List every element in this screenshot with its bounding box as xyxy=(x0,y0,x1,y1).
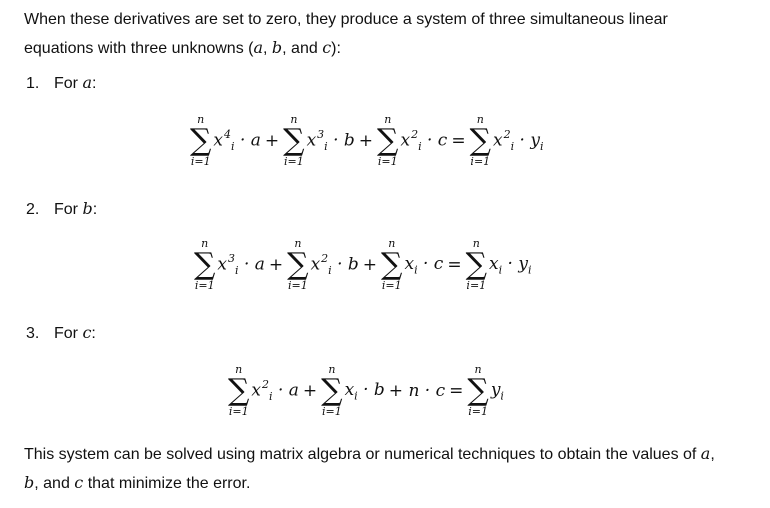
sigma-symbol: ∑ xyxy=(287,247,309,282)
sum-upper-limit: n xyxy=(476,113,484,126)
summand: $y_i$ xyxy=(490,379,504,403)
sum-operator xyxy=(228,364,249,418)
exponent: 4 xyxy=(224,128,232,142)
exponent: 3 xyxy=(317,128,325,142)
sum-operator xyxy=(321,364,342,418)
var-b: b xyxy=(24,473,35,492)
index: i xyxy=(354,389,358,403)
sum-lower-limit: i=1 xyxy=(288,279,308,292)
equals-operator: = xyxy=(451,131,466,151)
sum-upper-limit: n xyxy=(388,237,396,250)
list-var: c xyxy=(82,323,92,342)
index: i xyxy=(414,263,418,277)
index: i xyxy=(328,264,332,278)
list-label: For xyxy=(54,325,83,342)
summand: $x^3_i \cdot b$ xyxy=(306,128,355,154)
sum-operator xyxy=(467,364,488,418)
sum-operator xyxy=(194,238,215,292)
index: i xyxy=(235,264,239,278)
plus-operator: + xyxy=(302,381,318,401)
list-item xyxy=(26,198,97,221)
summand: $x_i \cdot y_i$ xyxy=(489,253,532,277)
list-var: a xyxy=(82,73,92,92)
sum-lower-limit: i=1 xyxy=(466,279,487,292)
index: i xyxy=(231,140,235,154)
sum-upper-limit: n xyxy=(472,237,480,250)
index: i xyxy=(539,140,544,154)
sigma-symbol: ∑ xyxy=(469,123,491,158)
list-colon: : xyxy=(92,75,97,92)
list-var: b xyxy=(82,199,93,218)
sum-upper-limit: n xyxy=(328,363,336,376)
list-label: For xyxy=(54,75,83,92)
sum-operator xyxy=(470,114,491,168)
equation-1 xyxy=(190,114,543,168)
sigma-symbol: ∑ xyxy=(467,373,489,408)
summand: $x^4_i \cdot a$ xyxy=(213,128,261,154)
intro-line-2-post: ): xyxy=(331,40,341,57)
plus-operator: + xyxy=(264,131,280,151)
outro-mid: , and xyxy=(34,475,75,492)
sum-upper-limit: n xyxy=(294,237,302,250)
list-number: 1. xyxy=(26,75,40,92)
sum-upper-limit: n xyxy=(474,363,482,376)
sigma-symbol: ∑ xyxy=(321,373,343,408)
index: i xyxy=(324,140,328,154)
exponent: 2 xyxy=(262,378,270,392)
index: i xyxy=(500,389,504,403)
var-c: c xyxy=(74,473,84,492)
sum-lower-limit: i=1 xyxy=(377,155,398,168)
summand: $x_i \cdot c$ xyxy=(404,253,444,277)
list-colon: : xyxy=(91,325,96,342)
constant-term: + n · c xyxy=(388,381,446,401)
sum-lower-limit: i=1 xyxy=(194,279,215,292)
summand: $x_i \cdot b$ xyxy=(344,379,385,403)
sum-upper-limit: n xyxy=(290,113,298,126)
list-item xyxy=(26,72,96,95)
outro-paragraph xyxy=(24,440,749,498)
intro-line-1: When these derivatives are set to zero, they produce a system of three simultaneous linear xyxy=(24,11,668,28)
sigma-symbol: ∑ xyxy=(377,123,399,158)
sum-operator xyxy=(377,114,398,168)
sum-lower-limit: i=1 xyxy=(190,155,211,168)
exponent: 2 xyxy=(321,252,329,266)
sum-operator xyxy=(381,238,402,292)
list-number: 3. xyxy=(26,325,40,342)
list-item xyxy=(26,322,96,345)
index: i xyxy=(527,263,532,277)
outro-line-1-post: , xyxy=(710,446,715,463)
sep: , xyxy=(263,40,272,57)
sum-upper-limit: n xyxy=(201,237,209,250)
var-a: a xyxy=(253,38,264,57)
summand: $x^2_i \cdot b$ xyxy=(310,252,359,278)
sum-upper-limit: n xyxy=(384,113,392,126)
sigma-symbol: ∑ xyxy=(283,123,305,158)
intro-paragraph xyxy=(24,6,749,63)
exponent: 3 xyxy=(228,252,236,266)
list-number: 2. xyxy=(26,201,40,218)
sum-lower-limit: i=1 xyxy=(381,279,402,292)
sigma-symbol: ∑ xyxy=(381,247,403,282)
summand: $x^2_i \cdot y_i$ xyxy=(493,128,544,154)
plus-operator: + xyxy=(358,131,374,151)
sep: , and xyxy=(282,40,323,57)
sigma-symbol: ∑ xyxy=(190,123,212,158)
index: i xyxy=(510,140,515,154)
intro-line-2-pre: equations with three unknowns ( xyxy=(24,40,254,57)
sum-operator xyxy=(283,114,304,168)
equals-operator: = xyxy=(449,381,464,401)
exponent: 2 xyxy=(411,128,419,142)
sum-lower-limit: i=1 xyxy=(284,155,304,168)
summand: $x^3_i \cdot a$ xyxy=(217,252,265,278)
equals-operator: = xyxy=(447,255,462,275)
list-label: For xyxy=(54,201,83,218)
equation-2 xyxy=(194,238,531,292)
sigma-symbol: ∑ xyxy=(465,247,487,282)
sum-lower-limit: i=1 xyxy=(468,405,488,418)
sum-operator xyxy=(466,238,487,292)
summand: $x^2_i \cdot c$ xyxy=(400,128,448,154)
var-b: b xyxy=(271,38,283,57)
equation-3 xyxy=(228,364,504,418)
index: i xyxy=(498,263,503,277)
sum-upper-limit: n xyxy=(197,113,205,126)
sum-lower-limit: i=1 xyxy=(470,155,491,168)
sigma-symbol: ∑ xyxy=(228,373,250,408)
sum-lower-limit: i=1 xyxy=(322,405,342,418)
exponent: 2 xyxy=(503,128,511,142)
list-colon: : xyxy=(92,201,98,218)
outro-line-1-pre: This system can be solved using matrix algebra or numerical techniques to obtain the values of xyxy=(24,446,701,463)
sum-operator xyxy=(190,114,211,168)
var-c: c xyxy=(322,38,332,57)
plus-operator: + xyxy=(362,255,378,275)
sigma-symbol: ∑ xyxy=(194,247,216,282)
sum-upper-limit: n xyxy=(235,363,243,376)
var-a: a xyxy=(700,444,711,463)
outro-line-2-post: that minimize the error. xyxy=(83,475,251,492)
index: i xyxy=(418,140,422,154)
sum-lower-limit: i=1 xyxy=(228,405,249,418)
sum-operator xyxy=(287,238,308,292)
index: i xyxy=(269,390,273,404)
plus-operator: + xyxy=(268,255,284,275)
summand: $x^2_i \cdot a$ xyxy=(251,378,299,404)
